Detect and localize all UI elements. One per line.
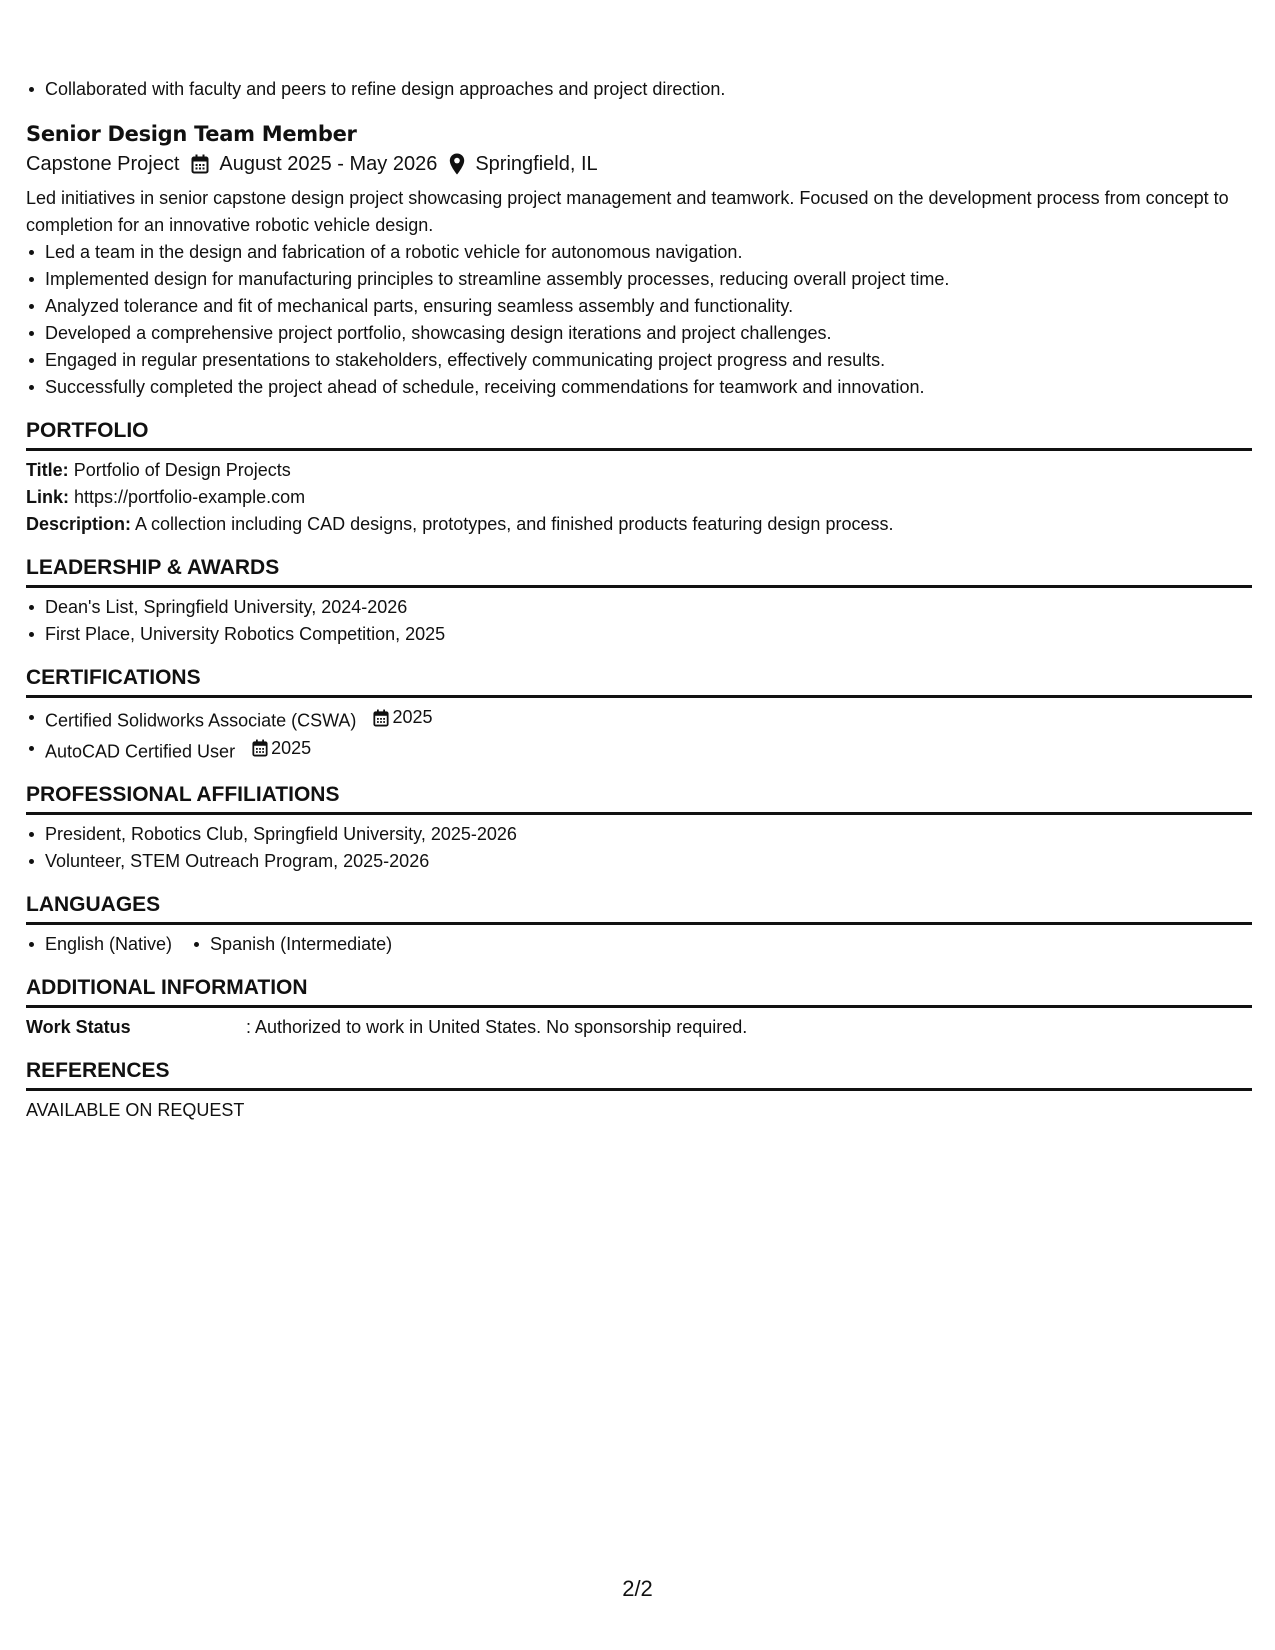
certification-year: 2025 (392, 707, 433, 727)
certifications-section (26, 664, 1252, 765)
portfolio-link-row (26, 484, 1252, 511)
role-meta (26, 149, 1252, 179)
section-heading: LANGUAGES (26, 891, 1252, 925)
work-status-value: : Authorized to work in United States. No sponsorship required. (246, 1017, 748, 1037)
portfolio-section (26, 417, 1252, 538)
list-item: First Place, University Robotics Competition, 2025 (45, 621, 1252, 648)
list-item (45, 704, 1252, 735)
list-item: Engaged in regular presentations to stakeholders, effectively communicating project progress and results. (45, 347, 1252, 374)
calendar-icon (252, 739, 268, 757)
section-heading: PORTFOLIO (26, 417, 1252, 451)
list-item: Spanish (Intermediate) (210, 931, 392, 958)
field-label: Link: (26, 487, 69, 507)
page-number: 2/2 (622, 1576, 653, 1601)
leadership-list (26, 594, 1252, 648)
list-item: Implemented design for manufacturing principles to streamline assembly processes, reducing overall project time. (45, 266, 1252, 293)
list-item: Volunteer, STEM Outreach Program, 2025-2026 (45, 848, 1252, 875)
work-status-row (26, 1014, 1252, 1041)
certifications-list (26, 704, 1252, 765)
section-heading: PROFESSIONAL AFFILIATIONS (26, 781, 1252, 815)
portfolio-link[interactable]: https://portfolio-example.com (74, 487, 306, 507)
role-dates: August 2025 - May 2026 (219, 153, 438, 175)
list-item: English (Native) (45, 931, 172, 958)
role-bullets (26, 239, 1252, 401)
work-status-label: Work Status (26, 1017, 131, 1037)
list-item: Dean's List, Springfield University, 2024-2026 (45, 594, 1252, 621)
field-label: Title: (26, 460, 69, 480)
section-heading: ADDITIONAL INFORMATION (26, 974, 1252, 1008)
field-label: Description: (26, 514, 132, 534)
references-text: AVAILABLE ON REQUEST (26, 1100, 245, 1120)
calendar-icon (191, 154, 209, 174)
portfolio-title: Portfolio of Design Projects (73, 460, 291, 480)
map-pin-icon (449, 153, 465, 175)
certification-name: AutoCAD Certified User (45, 741, 236, 761)
portfolio-description-row (26, 511, 1252, 538)
affiliations-section (26, 781, 1252, 875)
languages-list (26, 931, 1252, 958)
list-item: Developed a comprehensive project portfolio, showcasing design iterations and project challenges. (45, 320, 1252, 347)
list-item: Successfully completed the project ahead of schedule, receiving commendations for teamwork and innovation. (45, 374, 1252, 401)
role-location: Springfield, IL (475, 153, 598, 175)
languages-section (26, 891, 1252, 958)
section-heading: CERTIFICATIONS (26, 664, 1252, 698)
section-heading: REFERENCES (26, 1057, 1252, 1091)
portfolio-title-row (26, 457, 1252, 484)
section-heading: LEADERSHIP & AWARDS (26, 554, 1252, 588)
calendar-icon (373, 709, 389, 727)
references-section (26, 1057, 1252, 1124)
role-org: Capstone Project (26, 153, 180, 175)
certification-year: 2025 (271, 737, 312, 758)
affiliations-list (26, 821, 1252, 875)
list-item: Analyzed tolerance and fit of mechanical parts, ensuring seamless assembly and functionality. (45, 293, 1252, 320)
role-description: Led initiatives in senior capstone design project showcasing project management and teamwork. Focused on the development process from concept to completion for an innovative robotic vehicle design. (26, 188, 1229, 235)
list-item: Led a team in the design and fabrication of a robotic vehicle for autonomous navigation. (45, 239, 1252, 266)
resume-page (26, 0, 1252, 1124)
list-item: Collaborated with faculty and peers to refine design approaches and project direction. (45, 76, 1252, 103)
list-item: President, Robotics Club, Springfield University, 2025-2026 (45, 821, 1252, 848)
certification-name: Certified Solidworks Associate (CSWA) (45, 710, 357, 731)
additional-info-section (26, 974, 1252, 1041)
list-item (45, 735, 1252, 766)
intro-bullet-list (26, 76, 1252, 103)
role-title: Senior Design Team Member (26, 122, 357, 146)
leadership-section (26, 554, 1252, 648)
portfolio-description: A collection including CAD designs, prototypes, and finished products featuring design process. (135, 514, 894, 534)
